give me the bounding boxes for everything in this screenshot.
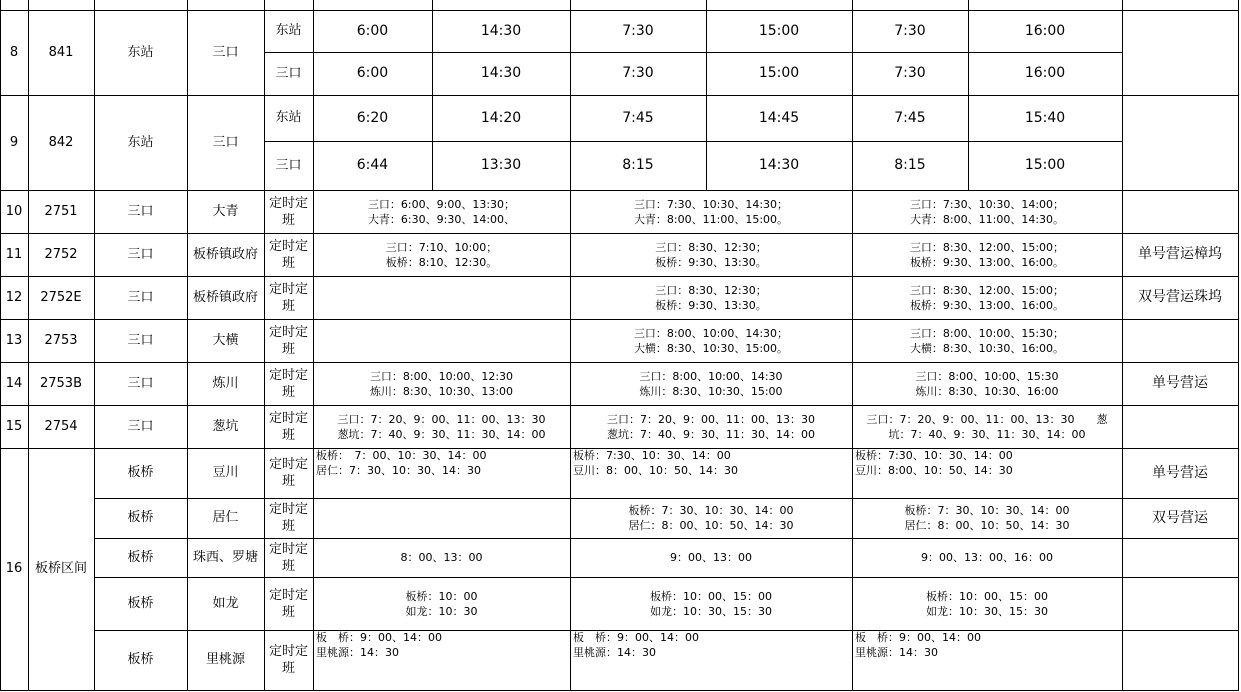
schedule-line: 豆川：8：00、10：50、14：30 bbox=[573, 464, 738, 477]
grid-line bbox=[570, 95, 571, 191]
grid-line bbox=[313, 319, 314, 363]
schedule-cell bbox=[852, 630, 1122, 690]
remark bbox=[1122, 538, 1238, 577]
route-number: 842 bbox=[48, 134, 74, 150]
departure-time: 15:00 bbox=[758, 22, 800, 39]
grid-line bbox=[0, 0, 1, 691]
departure-time: 7:30 bbox=[622, 65, 654, 82]
service-type: 定时定班 bbox=[268, 281, 308, 314]
route-number: 板桥区间 bbox=[34, 561, 87, 577]
grid-line bbox=[187, 630, 188, 691]
grid-line bbox=[187, 498, 188, 539]
grid-line bbox=[852, 362, 853, 406]
schedule-line: 里桃源：14：30 bbox=[316, 646, 399, 659]
schedule-line: 三口：8:00、10:00、14:30 bbox=[639, 369, 783, 383]
grid-line bbox=[570, 448, 571, 499]
grid-line bbox=[852, 95, 853, 191]
row-number: 14 bbox=[5, 375, 23, 391]
schedule-cell bbox=[852, 498, 1122, 538]
departure-time: 14:30 bbox=[480, 65, 522, 82]
service-type: 定时定班 bbox=[268, 587, 308, 620]
grid-line bbox=[852, 190, 853, 234]
grid-line bbox=[28, 319, 29, 363]
schedule-line: 板桥：10：00、15：00 bbox=[650, 589, 772, 603]
destination: 大横 bbox=[212, 332, 239, 348]
schedule-cell bbox=[313, 405, 570, 448]
grid-line bbox=[1122, 190, 1123, 234]
remark bbox=[1122, 577, 1238, 630]
grid-line bbox=[852, 630, 853, 691]
schedule-line: 板桥：9:30、13:30。 bbox=[655, 255, 767, 269]
schedule-line: 三口：6:00、9:00、13:30； bbox=[367, 197, 516, 211]
grid-line bbox=[187, 319, 188, 363]
schedule-line: 居仁：8：00、10：50、14：30 bbox=[628, 519, 794, 532]
schedule-cell bbox=[313, 448, 570, 498]
grid-line bbox=[313, 362, 314, 406]
schedule-line: 板桥：9:30、13:30。 bbox=[655, 298, 767, 312]
origin: 板桥 bbox=[127, 549, 154, 565]
grid-line bbox=[1122, 630, 1123, 691]
grid-line bbox=[264, 0, 265, 191]
schedule-cell bbox=[852, 577, 1122, 630]
remark bbox=[1122, 630, 1238, 690]
schedule-line: 三口：7:30、10:30、14:30； bbox=[633, 197, 789, 211]
schedule-line: 三口：8:00、10:00、12:30 bbox=[369, 369, 514, 383]
grid-line bbox=[264, 498, 265, 539]
schedule-cell bbox=[570, 405, 852, 448]
schedule-cell bbox=[570, 190, 852, 233]
destination: 三口 bbox=[212, 44, 239, 60]
grid-line bbox=[264, 362, 265, 406]
schedule-line: 9：00、13：00、16：00 bbox=[921, 551, 1053, 564]
grid-line bbox=[706, 0, 707, 11]
grid-line bbox=[187, 190, 188, 234]
origin: 三口 bbox=[127, 289, 154, 305]
route-number: 841 bbox=[48, 44, 74, 60]
schedule-cell bbox=[570, 276, 852, 319]
grid-line bbox=[852, 0, 853, 11]
schedule-line: 大青：8:00、11:00、15:00。 bbox=[633, 212, 789, 226]
grid-line bbox=[852, 538, 853, 578]
service-type: 定时定班 bbox=[268, 367, 308, 400]
grid-line bbox=[264, 405, 265, 449]
schedule-line: 大青：6:30、9:30、14:00、 bbox=[367, 212, 516, 226]
grid-line bbox=[313, 276, 314, 320]
schedule-line: 三口：7：20、9：00、11：00、13：30 葱 bbox=[866, 412, 1108, 426]
grid-line bbox=[968, 10, 969, 96]
grid-line bbox=[28, 190, 29, 234]
schedule-line: 坑：7：40、9：30、11：30、14：00 bbox=[888, 427, 1086, 441]
schedule-line: 三口：8:00、10:00、15:30； bbox=[909, 326, 1065, 340]
grid-line bbox=[313, 190, 314, 234]
destination: 里桃源 bbox=[205, 652, 245, 668]
schedule-line: 板 桥：9：00、14：00 bbox=[573, 631, 699, 644]
schedule-line: 三口：8:30、12:30； bbox=[655, 283, 767, 297]
schedule-cell bbox=[313, 630, 570, 690]
grid-line bbox=[313, 448, 314, 499]
departure-time: 6:00 bbox=[356, 22, 389, 39]
departure-time: 7:45 bbox=[894, 109, 926, 126]
grid-line bbox=[432, 10, 433, 96]
schedule-line: 三口：8:30、12:00、15:00； bbox=[909, 240, 1065, 254]
grid-line bbox=[187, 0, 188, 191]
grid-line bbox=[570, 233, 571, 277]
service-type: 定时定班 bbox=[268, 410, 308, 443]
row-number: 16 bbox=[5, 561, 23, 577]
departure-time: 15:40 bbox=[1024, 109, 1066, 126]
schedule-line: 三口：7:30、10:30、14:00； bbox=[909, 197, 1065, 211]
departure-time: 16:00 bbox=[1024, 65, 1066, 82]
departure-time: 16:00 bbox=[1024, 22, 1066, 39]
schedule-line: 8：00、13：00 bbox=[400, 551, 483, 564]
destination: 珠西、罗塘 bbox=[192, 549, 258, 565]
schedule-line: 葱坑：7：40、9：30、11：30、14：00 bbox=[607, 427, 815, 441]
remark bbox=[1122, 190, 1238, 233]
grid-line bbox=[1122, 276, 1123, 320]
grid-line bbox=[187, 233, 188, 277]
departure-station: 东站 bbox=[275, 110, 302, 126]
schedule-cell bbox=[313, 190, 570, 233]
grid-line bbox=[94, 319, 95, 363]
grid-line bbox=[264, 276, 265, 320]
grid-line bbox=[264, 448, 265, 499]
service-type: 定时定班 bbox=[268, 324, 308, 357]
grid-line bbox=[313, 233, 314, 277]
grid-line bbox=[264, 319, 265, 363]
destination: 三口 bbox=[212, 134, 239, 150]
departure-time: 14:45 bbox=[758, 109, 800, 126]
schedule-cell bbox=[570, 630, 852, 690]
grid-line bbox=[94, 233, 95, 277]
row-number: 15 bbox=[5, 418, 23, 434]
origin: 三口 bbox=[127, 375, 154, 391]
schedule-line: 三口：8:30、12:00、15:00； bbox=[909, 283, 1065, 297]
departure-time: 7:30 bbox=[894, 22, 926, 39]
departure-time: 7:45 bbox=[622, 109, 654, 126]
route-number: 2752E bbox=[40, 289, 82, 305]
schedule-cell bbox=[570, 362, 852, 405]
grid-line bbox=[94, 448, 95, 691]
grid-line bbox=[313, 0, 314, 11]
origin: 三口 bbox=[127, 203, 154, 219]
destination: 板桥镇政府 bbox=[192, 289, 258, 305]
row-number: 8 bbox=[9, 44, 19, 60]
grid-line bbox=[94, 0, 95, 11]
service-type: 定时定班 bbox=[268, 457, 308, 489]
schedule-line: 板桥：10：00、15：00 bbox=[926, 589, 1048, 603]
grid-line bbox=[1122, 498, 1123, 539]
schedule-line: 如龙：10：30、15：30 bbox=[926, 604, 1048, 618]
grid-line bbox=[570, 362, 571, 406]
schedule-cell bbox=[313, 498, 570, 538]
remark: 双号营运珠坞 bbox=[1138, 289, 1222, 306]
remark: 单号营运 bbox=[1152, 375, 1208, 392]
service-type: 定时定班 bbox=[268, 541, 308, 574]
route-number: 2754 bbox=[44, 418, 78, 434]
schedule-line: 三口：8:00、10:00、15:30 bbox=[915, 369, 1059, 383]
grid-line bbox=[570, 319, 571, 363]
grid-line bbox=[264, 538, 265, 578]
grid-line bbox=[1122, 319, 1123, 363]
grid-line bbox=[570, 10, 571, 96]
remark bbox=[1122, 405, 1238, 448]
grid-line bbox=[264, 233, 265, 277]
grid-line bbox=[852, 577, 853, 631]
schedule-cell bbox=[570, 577, 852, 630]
schedule-line: 三口：8:00、10:00、14:30； bbox=[633, 326, 789, 340]
departure-station: 三口 bbox=[275, 157, 302, 173]
grid-line bbox=[187, 448, 188, 499]
schedule-line: 炼川：8:30、10:30、15:00 bbox=[639, 384, 783, 398]
service-type: 定时定班 bbox=[268, 502, 308, 534]
destination: 居仁 bbox=[212, 510, 239, 526]
schedule-line: 三口：7：20、9：00、11：00、13：30 bbox=[337, 412, 546, 426]
schedule-line: 里桃源：14：30 bbox=[855, 646, 938, 659]
grid-line bbox=[852, 319, 853, 363]
grid-line bbox=[706, 95, 707, 191]
schedule-cell bbox=[852, 276, 1122, 319]
destination: 板桥镇政府 bbox=[192, 246, 258, 262]
grid-line bbox=[852, 448, 853, 499]
grid-line bbox=[1122, 538, 1123, 578]
grid-line bbox=[570, 0, 571, 11]
schedule-cell bbox=[852, 233, 1122, 276]
departure-time: 14:20 bbox=[480, 109, 522, 126]
grid-line bbox=[187, 0, 188, 11]
destination: 葱坑 bbox=[212, 418, 239, 434]
schedule-cell bbox=[570, 448, 852, 498]
schedule-cell bbox=[852, 538, 1122, 577]
grid-line bbox=[28, 448, 29, 691]
grid-line bbox=[570, 405, 571, 449]
grid-line bbox=[706, 10, 707, 96]
schedule-line: 板桥：9:30、13:00、16:00。 bbox=[909, 298, 1065, 312]
schedule-line: 炼川：8:30、10:30、13:00 bbox=[369, 384, 514, 398]
departure-time: 7:30 bbox=[622, 22, 654, 39]
schedule-line: 板 桥：9：00、14：00 bbox=[316, 631, 442, 644]
grid-line bbox=[852, 233, 853, 277]
grid-line bbox=[0, 690, 1239, 691]
schedule-line: 大青：8:00、11:00、14:30。 bbox=[909, 212, 1065, 226]
grid-line bbox=[1122, 0, 1123, 191]
departure-time: 7:30 bbox=[894, 65, 926, 82]
remark: 单号营运 bbox=[1152, 464, 1208, 481]
departure-time: 6:20 bbox=[356, 109, 389, 126]
destination: 大青 bbox=[212, 203, 239, 219]
departure-time: 6:00 bbox=[356, 65, 389, 82]
grid-line bbox=[1122, 362, 1123, 406]
grid-line bbox=[264, 630, 265, 691]
schedule-cell bbox=[313, 538, 570, 577]
schedule-line: 炼川：8:30、10:30、16:00 bbox=[915, 384, 1059, 398]
schedule-line: 9：00、13：00 bbox=[670, 551, 752, 564]
grid-line bbox=[94, 362, 95, 406]
service-type: 定时定班 bbox=[268, 195, 308, 228]
origin: 板桥 bbox=[127, 465, 154, 481]
route-number: 2752 bbox=[44, 246, 78, 262]
schedule-cell bbox=[313, 362, 570, 405]
remark: 单号营运樟坞 bbox=[1138, 246, 1222, 263]
grid-line bbox=[264, 0, 265, 11]
departure-time: 13:30 bbox=[480, 157, 522, 174]
departure-time: 6:44 bbox=[356, 157, 389, 174]
grid-line bbox=[94, 0, 95, 191]
destination: 如龙 bbox=[212, 595, 239, 611]
grid-line bbox=[28, 362, 29, 406]
grid-line bbox=[1122, 405, 1123, 449]
grid-line bbox=[570, 577, 571, 631]
row-number: 12 bbox=[5, 289, 23, 305]
departure-time: 14:30 bbox=[480, 22, 522, 39]
grid-line bbox=[570, 630, 571, 691]
row-number: 9 bbox=[9, 134, 19, 150]
departure-time: 15:00 bbox=[758, 65, 800, 82]
origin: 三口 bbox=[127, 418, 154, 434]
grid-line bbox=[313, 538, 314, 578]
schedule-line: 板桥：7:30、10：30、14：00 bbox=[855, 449, 1013, 462]
schedule-line: 板桥：8:10、12:30。 bbox=[385, 255, 498, 269]
schedule-line: 里桃源：14：30 bbox=[573, 646, 656, 659]
schedule-line: 板桥：10：00 bbox=[405, 589, 478, 603]
schedule-line: 板桥： 7：00、10：30、14：00 bbox=[316, 449, 487, 462]
schedule-cell bbox=[313, 319, 570, 362]
grid-line bbox=[1122, 577, 1123, 631]
schedule-line: 板桥：7：30、10：30、14：00 bbox=[904, 504, 1070, 517]
grid-line bbox=[28, 0, 29, 191]
departure-station: 东站 bbox=[275, 23, 302, 39]
row-number: 11 bbox=[5, 246, 23, 262]
grid-line bbox=[1122, 0, 1123, 11]
origin: 板桥 bbox=[127, 652, 154, 668]
destination: 豆川 bbox=[212, 465, 239, 481]
schedule-line: 居仁：7：30、10：30、14：30 bbox=[316, 464, 481, 477]
grid-line bbox=[187, 276, 188, 320]
grid-line bbox=[187, 405, 188, 449]
grid-line bbox=[0, 190, 1239, 191]
grid-line bbox=[313, 405, 314, 449]
schedule-cell bbox=[313, 276, 570, 319]
grid-line bbox=[28, 405, 29, 449]
grid-line bbox=[313, 0, 314, 191]
grid-line bbox=[313, 630, 314, 691]
grid-line bbox=[94, 276, 95, 320]
departure-time: 8:15 bbox=[622, 157, 654, 174]
route-number: 2753 bbox=[44, 332, 78, 348]
origin: 三口 bbox=[127, 246, 154, 262]
service-type: 定时定班 bbox=[268, 238, 308, 271]
origin: 东站 bbox=[127, 134, 154, 150]
grid-line bbox=[94, 405, 95, 449]
grid-line bbox=[187, 577, 188, 631]
grid-line bbox=[1238, 0, 1239, 691]
schedule-cell bbox=[570, 319, 852, 362]
schedule-line: 板桥：7：30、10：30、14：00 bbox=[628, 504, 794, 517]
service-type: 定时定班 bbox=[268, 644, 308, 676]
grid-line bbox=[1122, 233, 1123, 277]
schedule-line: 三口：8:30、12:30； bbox=[655, 240, 767, 254]
schedule-line: 三口：7：20、9：00、11：00、13：30 bbox=[607, 412, 815, 426]
grid-line bbox=[187, 538, 188, 578]
grid-line bbox=[94, 190, 95, 234]
route-number: 2753B bbox=[39, 375, 82, 391]
departure-time: 8:15 bbox=[894, 157, 926, 174]
departure-time: 14:30 bbox=[758, 157, 800, 174]
schedule-line: 如龙：10：30 bbox=[405, 604, 478, 618]
schedule-line: 三口：7:10、10:00； bbox=[385, 240, 498, 254]
grid-line bbox=[28, 0, 29, 11]
grid-line bbox=[0, 95, 1239, 96]
departure-station: 三口 bbox=[275, 65, 302, 81]
grid-line bbox=[1122, 448, 1123, 499]
grid-line bbox=[852, 10, 853, 96]
schedule-line: 如龙：10：30、15：30 bbox=[650, 604, 772, 618]
origin: 三口 bbox=[127, 332, 154, 348]
grid-line bbox=[28, 233, 29, 277]
schedule-cell bbox=[570, 498, 852, 538]
schedule-line: 葱坑：7：40、9：30、11：30、14：00 bbox=[337, 427, 546, 441]
grid-line bbox=[570, 498, 571, 539]
schedule-cell bbox=[852, 319, 1122, 362]
row-number: 13 bbox=[5, 332, 23, 348]
grid-line bbox=[968, 95, 969, 191]
grid-line bbox=[28, 276, 29, 320]
schedule-line: 板桥：7:30、10：30、14：00 bbox=[573, 449, 731, 462]
grid-line bbox=[313, 577, 314, 631]
destination: 炼川 bbox=[212, 375, 239, 391]
grid-line bbox=[264, 190, 265, 234]
schedule-cell bbox=[313, 577, 570, 630]
grid-line bbox=[852, 498, 853, 539]
schedule-cell bbox=[313, 233, 570, 276]
grid-line bbox=[264, 577, 265, 631]
route-number: 2751 bbox=[44, 203, 78, 219]
schedule-cell bbox=[852, 448, 1122, 498]
grid-line bbox=[570, 190, 571, 234]
grid-line bbox=[852, 276, 853, 320]
schedule-line: 板 桥：9：00、14：00 bbox=[855, 631, 981, 644]
grid-line bbox=[432, 95, 433, 191]
departure-time: 15:00 bbox=[1024, 157, 1066, 174]
schedule-line: 居仁：8：00、10：50、14：30 bbox=[904, 519, 1070, 532]
schedule-cell bbox=[570, 233, 852, 276]
grid-line bbox=[187, 362, 188, 406]
grid-line bbox=[968, 0, 969, 11]
origin: 板桥 bbox=[127, 510, 154, 526]
grid-line bbox=[570, 276, 571, 320]
schedule-line: 大横：8:30、10:30、15:00。 bbox=[633, 341, 789, 355]
origin: 东站 bbox=[127, 44, 154, 60]
grid-line bbox=[852, 405, 853, 449]
schedule-cell bbox=[852, 190, 1122, 233]
grid-line bbox=[313, 498, 314, 539]
schedule-line: 板桥：9:30、13:00、16:00。 bbox=[909, 255, 1065, 269]
origin: 板桥 bbox=[127, 595, 154, 611]
grid-line bbox=[0, 10, 1239, 11]
schedule-line: 豆川：8:00、10：50、14：30 bbox=[855, 464, 1013, 477]
remark bbox=[1122, 319, 1238, 362]
schedule-line: 大横：8:30、10:30、16:00。 bbox=[909, 341, 1065, 355]
schedule-cell bbox=[852, 362, 1122, 405]
grid-line bbox=[432, 0, 433, 11]
grid-line bbox=[570, 538, 571, 578]
schedule-cell bbox=[852, 405, 1122, 448]
row-number: 10 bbox=[5, 203, 23, 219]
schedule-cell bbox=[570, 538, 852, 577]
remark: 双号营运 bbox=[1152, 509, 1208, 526]
